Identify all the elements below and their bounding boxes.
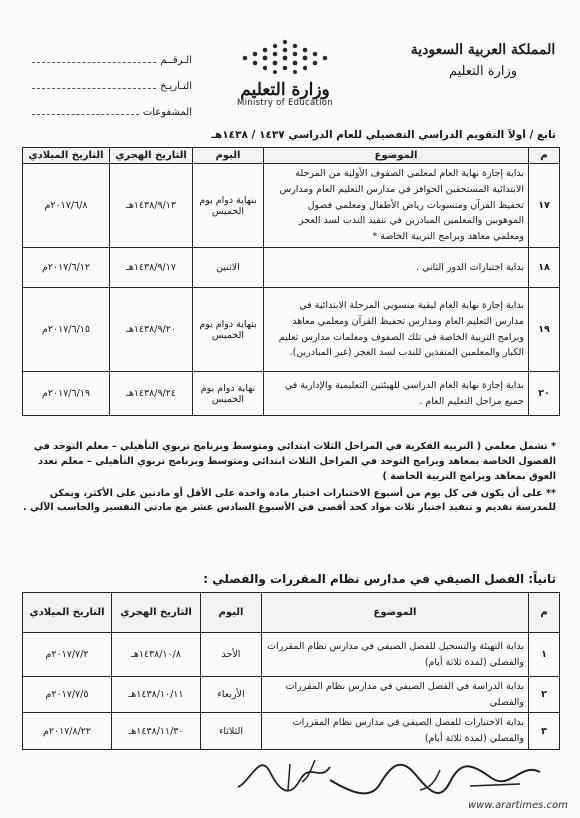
row-greg: ٢٠١٧/٦/١٩م (23, 372, 110, 416)
date-label: التـاريـخ (160, 81, 192, 92)
row-day: الأحد (201, 633, 262, 677)
row-greg: ٢٠١٧/٦/٨م (23, 164, 110, 248)
col-greg-header: التاريخ الميلادي (23, 148, 110, 164)
row-subject: بداية الدراسة في الفصل الصيفي في مدارس نظام المقررات والفصلي (262, 677, 529, 713)
logo-arabic-text: وزارة التعليم (240, 80, 330, 100)
row-greg: ٢٠١٧/٨/٢٢م (23, 713, 112, 749)
col-day-header: اليوم (193, 148, 264, 164)
attachments-field (32, 96, 192, 118)
ref-line (32, 62, 156, 63)
row-day: الأربعاء (201, 677, 262, 713)
row-day: نهاية دوام يوم الخميس (193, 372, 264, 416)
row-hijri: ١٤٣٨/٩/١٣هـ (110, 164, 193, 248)
col-num-header: م (529, 148, 560, 164)
row-hijri: ١٤٣٨/٩/٢٤هـ (110, 372, 193, 416)
logo-dots-icon (225, 36, 345, 76)
kingdom-name: المملكة العربية السعودية (410, 42, 556, 58)
footnotes (20, 440, 556, 518)
footnote-2: ** على أن يكون في كل يوم من أسبوع الاختبارات اختبار مادة واحدة على الأقل أو مادتين على الأكثر، ويمكن للمدرسة تقديم و تنفيذ اختبار ثلاث مواد كحد أقصى في الأسبوع السادس عشر مع مادتي التفسير والحاسب الآلي . (22, 487, 556, 514)
row-hijri: ١٤٣٨/١١/٣٠هـ (112, 713, 201, 749)
row-num: ١٩ (529, 288, 560, 372)
attachments-label: المشفوعات (142, 107, 192, 118)
col-day-header: اليوم (201, 593, 262, 633)
row-day: الثلاثاء (201, 713, 262, 749)
date-field (32, 70, 192, 92)
ref-field (32, 44, 192, 66)
row-subject: بداية إجازة نهاية العام لمعلمي الصفوف الأولية من المرحلة الابتدائية المستحقين الحوافز في مدارس التعليم العام ومدارس تحفيظ القرآن ومنسوبات رياض الأطفال ومعلمي فصول الموهوبين والمعلمين المبادرين في تنفيذ الندب لسد العجز ومعلمي معاهد وبرامج التربية الخاصة * (264, 164, 529, 248)
row-hijri: ١٤٣٨/١٠/٨هـ (112, 633, 201, 677)
attachments-line (32, 114, 139, 115)
col-hijri-header: التاريخ الهجري (112, 593, 201, 633)
signature-middle (230, 752, 340, 802)
calendar-table-2 (22, 592, 560, 750)
row-subject: بداية اختبارات الدور الثاني . (264, 248, 529, 288)
logo-english-text: Ministry of Education (237, 98, 333, 108)
row-subject: بداية إجازة نهاية العام الدراسي للهيئتين التعليمية والإدارية في جميع مراحل التعليم العام . (264, 372, 529, 416)
header-fields (32, 44, 192, 118)
col-subject-header: الموضوع (264, 148, 529, 164)
table-row (23, 164, 560, 248)
table-row (23, 248, 560, 288)
table-row (23, 288, 560, 372)
row-num: ٢٠ (529, 372, 560, 416)
row-greg: ٢٠١٧/٧/٢م (23, 633, 112, 677)
signature-right (320, 752, 560, 802)
row-num: ٣ (529, 713, 560, 749)
col-num-header: م (529, 593, 560, 633)
footnote-1: * تشمل معلمي ( التربية الفكرية في المراحل الثلاث ابتدائي ومتوسط وبرنامج تربوي التأهيلي – معلم التوحد في الفصول الخاصة بمعاهد وبرامج التوحد في المراحل الثلاث ابتدائي ومتوسط وبرنامج تربوي التأهيلي – معلم تعدد العوق بمعاهد وبرامج التربية الخاصة ) (33, 441, 556, 482)
ref-label: الـرقــم (160, 55, 192, 66)
header-right (408, 42, 558, 79)
row-subject: بداية الاختبارات للفصل الصيفي في مدارس نظام المقررات والفصلي (لمدة ثلاثة أيام) (262, 713, 529, 749)
table-row (23, 677, 560, 713)
date-line (32, 88, 156, 89)
website-watermark: www.arartimes.com (468, 800, 568, 811)
ministry-logo (205, 36, 365, 131)
section1-title: تابع / أولاً التقويم الدراسي التفصيلي للعام الدراسي ١٤٣٧ / ١٤٣٨هـ (211, 129, 556, 141)
col-hijri-header: التاريخ الهجري (110, 148, 193, 164)
row-greg: ٢٠١٧/٧/٥م (23, 677, 112, 713)
row-hijri: ١٤٣٨/٩/٢٠هـ (110, 288, 193, 372)
table-row (23, 372, 560, 416)
section2-title: ثانياً: الفصل الصيفي في مدارس نظام المقررات والفصلي : (203, 572, 556, 586)
row-day: بنهاية دوام يوم الخميس (193, 164, 264, 248)
row-day: الاثنين (193, 248, 264, 288)
row-num: ١٧ (529, 164, 560, 248)
row-subject: بداية إجازة نهاية العام لبقية منسوبي المرحلة الابتدائية في مدارس التعليم العام ومدارس تحفيظ القرآن ومعلمي معاهد وبرامج التربية الخاصة في تلك الصفوف ومعلمات مدارس تعليم الكبار والمعلمين المتفذين للندب لسد العجز (غير المبادرين). (264, 288, 529, 372)
row-hijri: ١٤٣٨/١٠/١١هـ (112, 677, 201, 713)
table-row (23, 633, 560, 677)
row-hijri: ١٤٣٨/٩/١٧هـ (110, 248, 193, 288)
row-subject: بداية التهيئة والتسجيل للفصل الصيفي في مدارس نظام المقررات والفصلي (لمدة ثلاثة أيام) (262, 633, 529, 677)
row-greg: ٢٠١٧/٦/١٢م (23, 248, 110, 288)
row-greg: ٢٠١٧/٦/١٥م (23, 288, 110, 372)
col-greg-header: التاريخ الميلادي (23, 593, 112, 633)
table-header-row (23, 148, 560, 164)
table-header-row (23, 593, 560, 633)
calendar-table-1 (22, 147, 560, 416)
ministry-name: وزارة التعليم (448, 64, 518, 79)
col-subject-header: الموضوع (262, 593, 529, 633)
table-row (23, 713, 560, 749)
row-day: بنهاية دوام يوم الخميس (193, 288, 264, 372)
row-num: ١٨ (529, 248, 560, 288)
row-num: ١ (529, 633, 560, 677)
row-num: ٢ (529, 677, 560, 713)
